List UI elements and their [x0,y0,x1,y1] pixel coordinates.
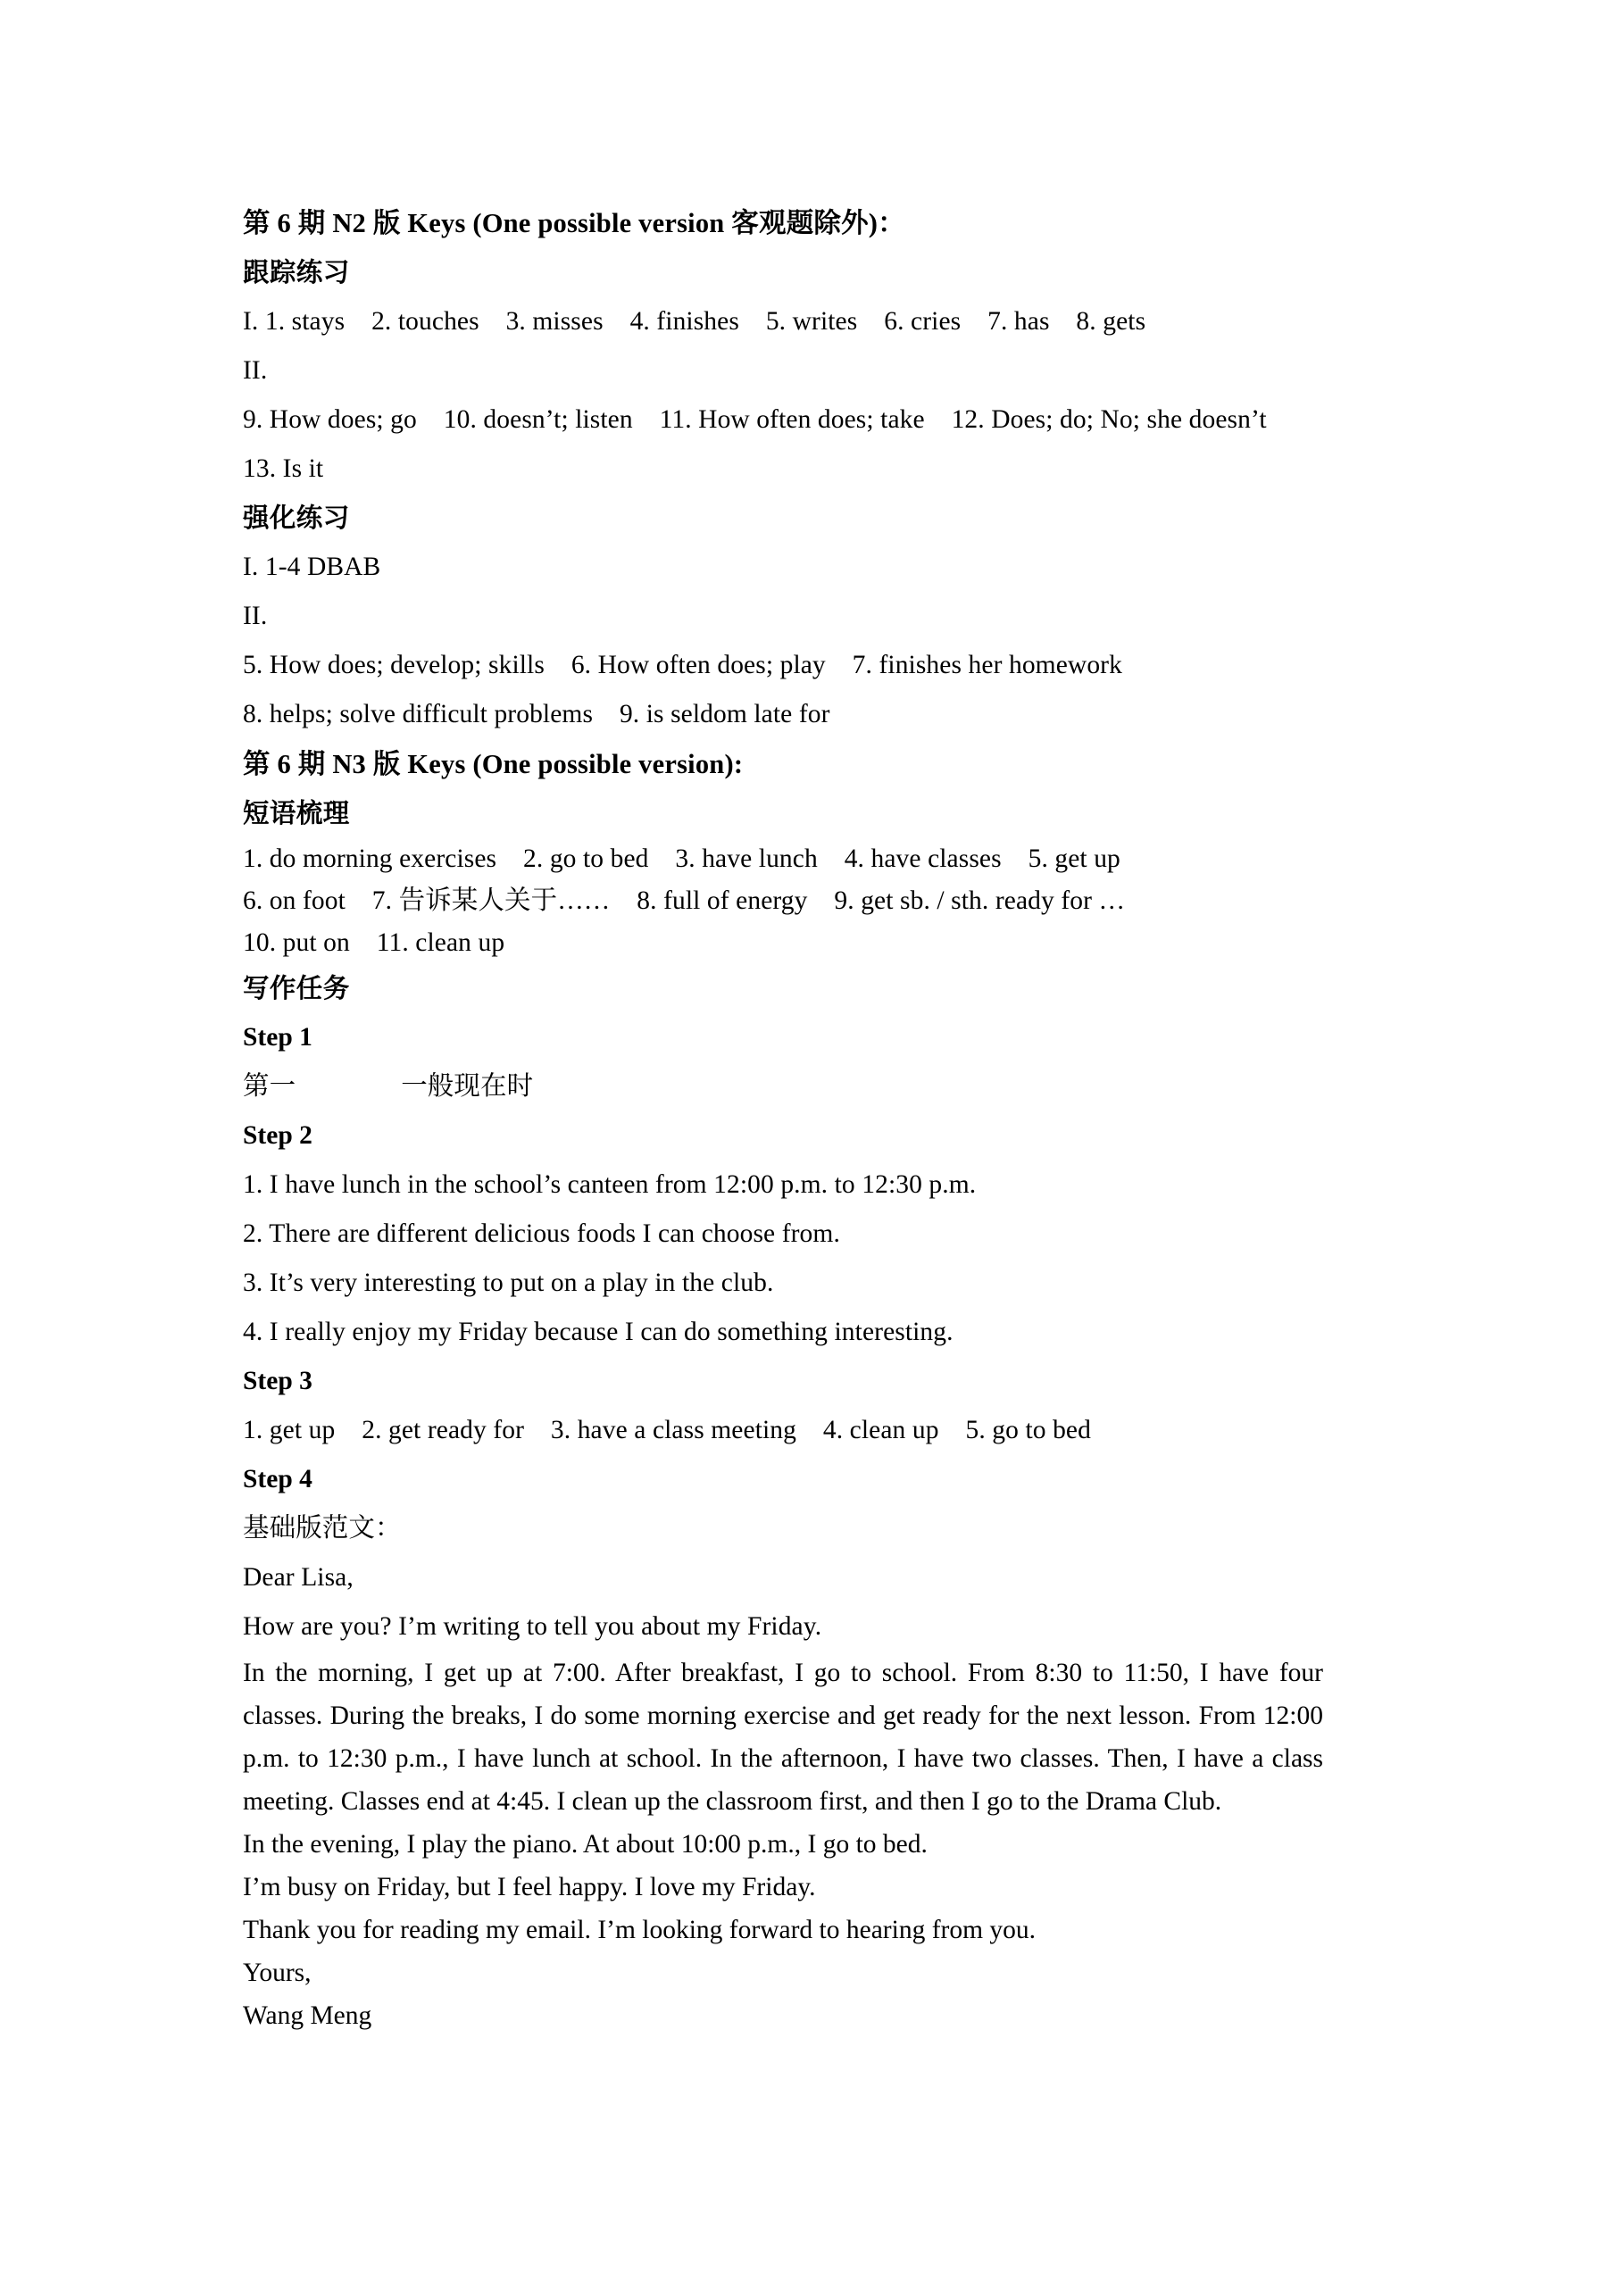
n2-section1-line-1: I. 1. stays 2. touches 3. misses 4. finishes 5. writes 6. cries 7. has 8. gets [243,307,1146,336]
letter-sign-off: Yours, [243,1959,312,1987]
step-2-item-3: 3. It’s very interesting to put on a play in the club. [243,1269,774,1297]
n3-phrases-line-3: 10. put on 11. clean up [243,928,505,957]
step-3-label: Step 3 [243,1367,312,1395]
step-2-item-1: 1. I have lunch in the school’s canteen from 12:00 p.m. to 12:30 p.m. [243,1170,977,1199]
n3-section-heading-writing-task: 写作任务 [243,974,350,1003]
n2-section1-line-2: II. [243,356,268,385]
document-body [243,198,1323,2037]
step-1-column-2: 一般现在时 [401,1072,534,1101]
letter-feeling-line: I’m busy on Friday, but I feel happy. I love my Friday. [243,1873,816,1901]
n2-section-heading-follow-up-practice: 跟踪练习 [243,258,350,287]
n2-section2-line-1: I. 1-4 DBAB [243,553,381,581]
n2-section-heading-intensive-practice: 强化练习 [243,503,350,533]
letter-body-paragraph: In the morning, I get up at 7:00. After breakfast, I go to school. From 8:30 to 11:50, I have four classes. During the breaks, I do some morning exercise and get ready for the next lesson. From 12:00 p.m. to 12:30 p.m., I have lunch at school. In the afternoon, I have two classes. Then, I have a class meeting. Classes end at 4:45. I clean up the classroom first, and then I go to the Drama Club. [243,1659,1323,1816]
letter-opening: How are you? I’m writing to tell you about my Friday. [243,1612,822,1641]
n2-keys-title: 第 6 期 N2 版 Keys (One possible version 客观题除外)： [243,208,905,238]
step-1-label: Step 1 [243,1023,312,1052]
step-1-column-1: 第一 [243,1072,296,1101]
step-3-items: 1. get up 2. get ready for 3. have a class meeting 4. clean up 5. go to bed [243,1416,1091,1444]
n3-phrases-line-2: 6. on foot 7. 告诉某人关于…… 8. full of energy 9. get sb. / sth. ready for … [243,886,1126,915]
n3-phrases-line-1: 1. do morning exercises 2. go to bed 3. have lunch 4. have classes 5. get up [243,844,1120,873]
step-1-row [243,1062,1323,1111]
n2-section1-line-4: 13. Is it [243,454,324,483]
n3-keys-title: 第 6 期 N3 版 Keys (One possible version): [243,749,744,779]
letter-closing-thanks: Thank you for reading my email. I’m looking forward to hearing from you. [243,1916,1037,1944]
step-4-label: Step 4 [243,1465,312,1493]
step-2-label: Step 2 [243,1121,312,1150]
n3-section-heading-phrases: 短语梳理 [243,799,350,828]
letter-evening-line: In the evening, I play the piano. At about 10:00 p.m., I go to bed. [243,1830,928,1859]
step-2-item-2: 2. There are different delicious foods I can choose from. [243,1219,840,1248]
sample-essay-label: 基础版范文： [243,1514,402,1543]
letter-salutation: Dear Lisa, [243,1563,354,1592]
n2-section1-line-3: 9. How does; go 10. doesn’t; listen 11. How often does; take 12. Does; do; No; she doesn’t [243,405,1267,434]
letter-signature: Wang Meng [243,2001,372,2030]
n2-section2-line-2: II. [243,602,268,630]
n2-section2-line-4: 8. helps; solve difficult problems 9. is seldom late for [243,700,830,728]
n2-section2-line-3: 5. How does; develop; skills 6. How often does; play 7. finishes her homework [243,651,1122,679]
step-2-item-4: 4. I really enjoy my Friday because I can do something interesting. [243,1318,954,1346]
